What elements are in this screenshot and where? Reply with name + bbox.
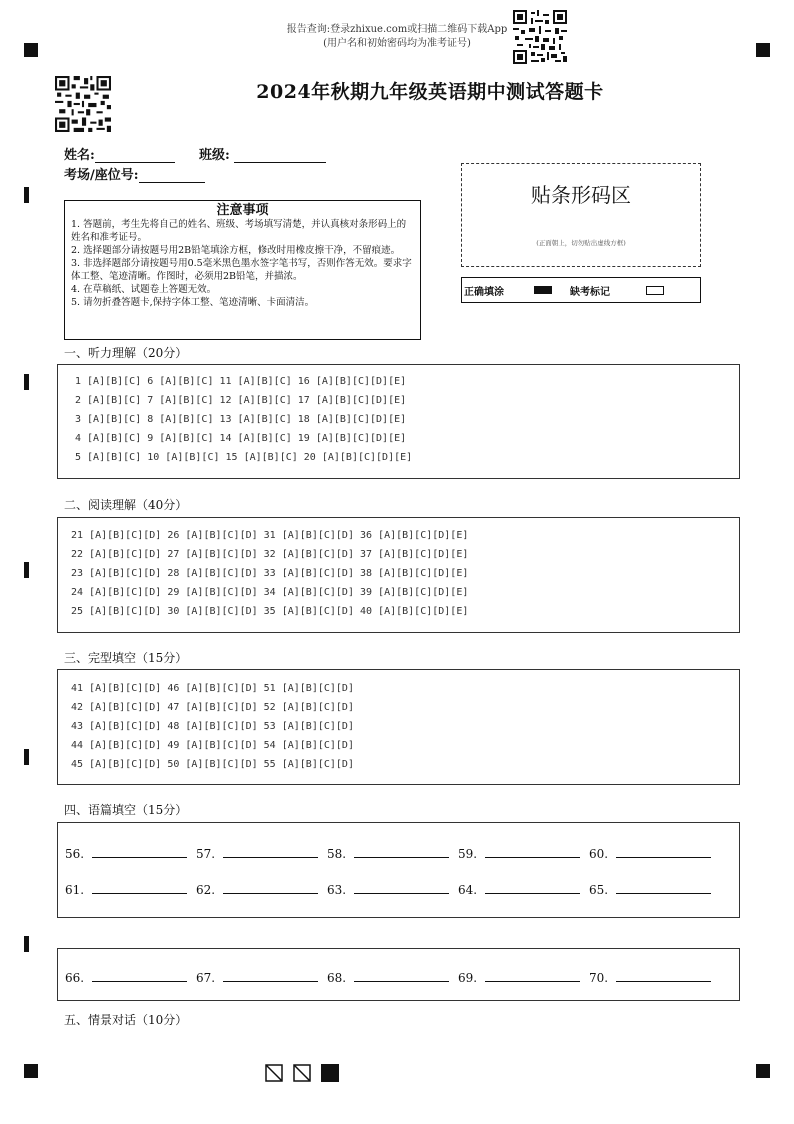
blank-58[interactable] xyxy=(327,847,449,861)
blank-number: 67. xyxy=(196,971,216,985)
blank-61[interactable] xyxy=(65,883,187,897)
answer-row[interactable]: 21 [A][B][C][D] 26 [A][B][C][D] 31 [A][B][C][D] 36 [A][B][C][D][E] xyxy=(71,530,469,541)
text-blank-box xyxy=(57,822,740,918)
seat-input-line[interactable] xyxy=(139,170,205,183)
blank-number: 62. xyxy=(196,883,216,897)
notes-item: 3. 非选择题部分请按题号用0.5毫米黑色墨水签字笔书写，否则作答无效。要求字体工整、笔迹清晰。作图时，必须用2B铅笔，并描浓。 xyxy=(71,258,412,282)
barcode-area xyxy=(461,163,701,267)
blank-number: 66. xyxy=(65,971,85,985)
timing-mark xyxy=(24,936,29,952)
answer-row[interactable]: 22 [A][B][C][D] 27 [A][B][C][D] 32 [A][B][C][D] 37 [A][B][C][D][E] xyxy=(71,549,469,560)
page-code-slash-icon xyxy=(265,1064,283,1082)
blank-67[interactable] xyxy=(196,971,318,985)
blank-number: 56. xyxy=(65,847,85,861)
answer-row[interactable]: 43 [A][B][C][D] 48 [A][B][C][D] 53 [A][B][C][D] xyxy=(71,721,354,732)
blank-66[interactable] xyxy=(65,971,187,985)
corner-marker xyxy=(756,1064,770,1078)
page-code-slash-icon xyxy=(293,1064,311,1082)
absent-mark-box[interactable] xyxy=(646,286,664,295)
listening-answer-box xyxy=(57,364,740,479)
section-3-title: 三、完型填空（15分） xyxy=(64,651,188,665)
blank-64[interactable] xyxy=(458,883,580,897)
text-blank-box-2 xyxy=(57,948,740,1001)
app-qr-code-icon xyxy=(513,10,567,64)
blank-line[interactable] xyxy=(616,847,711,858)
blank-line[interactable] xyxy=(223,971,318,982)
notes-item: 1. 答题前，考生先将自己的姓名、班级、考场填写清楚，并认真核对条形码上的姓名和准考证号。 xyxy=(71,219,407,243)
notes-item: 2. 选择题部分请按题号用2B铅笔填涂方框，修改时用橡皮擦干净，不留痕迹。 xyxy=(71,245,401,256)
report-query-line2: (用户名和初始密码均为准考证号) xyxy=(323,38,471,49)
notes-item: 4. 在草稿纸、试题卷上答题无效。 xyxy=(71,284,217,295)
answer-row[interactable]: 5 [A][B][C] 10 [A][B][C] 15 [A][B][C] 20 [A][B][C][D][E] xyxy=(75,452,413,463)
class-field[interactable] xyxy=(199,144,326,163)
answer-row[interactable]: 3 [A][B][C] 8 [A][B][C] 13 [A][B][C] 18 [A][B][C][D][E] xyxy=(75,414,407,425)
timing-mark xyxy=(24,562,29,578)
name-field[interactable] xyxy=(64,144,175,163)
blank-69[interactable] xyxy=(458,971,580,985)
blank-62[interactable] xyxy=(196,883,318,897)
cloze-answer-box xyxy=(57,669,740,785)
blank-56[interactable] xyxy=(65,847,187,861)
answer-row[interactable]: 44 [A][B][C][D] 49 [A][B][C][D] 54 [A][B][C][D] xyxy=(71,740,354,751)
corner-marker xyxy=(24,1064,38,1078)
blank-57[interactable] xyxy=(196,847,318,861)
blank-number: 60. xyxy=(589,847,609,861)
correct-fill-label: 正确填涂 xyxy=(464,286,504,298)
answer-row[interactable]: 23 [A][B][C][D] 28 [A][B][C][D] 33 [A][B][C][D] 38 [A][B][C][D][E] xyxy=(71,568,469,579)
absent-mark-label: 缺考标记 xyxy=(570,286,610,298)
correct-fill-sample-icon xyxy=(534,286,552,294)
class-input-line[interactable] xyxy=(234,150,326,163)
blank-63[interactable] xyxy=(327,883,449,897)
timing-mark xyxy=(24,749,29,765)
timing-mark xyxy=(24,187,29,203)
section-2-title: 二、阅读理解（40分） xyxy=(64,498,188,512)
blank-number: 59. xyxy=(458,847,478,861)
blank-line[interactable] xyxy=(92,971,187,982)
answer-row[interactable]: 4 [A][B][C] 9 [A][B][C] 14 [A][B][C] 19 [A][B][C][D][E] xyxy=(75,433,407,444)
blank-number: 57. xyxy=(196,847,216,861)
report-query-notice xyxy=(0,23,794,51)
blank-number: 68. xyxy=(327,971,347,985)
barcode-area-title: 贴条形码区 xyxy=(531,183,631,207)
answer-row[interactable]: 1 [A][B][C] 6 [A][B][C] 11 [A][B][C] 16 [A][B][C][D][E] xyxy=(75,376,407,387)
blank-65[interactable] xyxy=(589,883,711,897)
seat-field[interactable] xyxy=(64,164,205,183)
blank-line[interactable] xyxy=(223,847,318,858)
name-input-line[interactable] xyxy=(95,150,175,163)
barcode-area-subtitle: (正面朝上，切勿贴出虚线方框) xyxy=(536,239,626,247)
blank-line[interactable] xyxy=(223,883,318,894)
class-label: 班级: xyxy=(199,148,230,163)
blank-68[interactable] xyxy=(327,971,449,985)
blank-line[interactable] xyxy=(616,883,711,894)
answer-row[interactable]: 42 [A][B][C][D] 47 [A][B][C][D] 52 [A][B][C][D] xyxy=(71,702,354,713)
blank-line[interactable] xyxy=(354,847,449,858)
notes-title: 注意事项 xyxy=(216,203,269,218)
blank-line[interactable] xyxy=(354,971,449,982)
blank-number: 61. xyxy=(65,883,85,897)
fill-legend xyxy=(461,277,701,303)
answer-row[interactable]: 45 [A][B][C][D] 50 [A][B][C][D] 55 [A][B][C][D] xyxy=(71,759,354,770)
notes-box xyxy=(64,200,421,340)
seat-label: 考场/座位号: xyxy=(64,168,139,183)
blank-line[interactable] xyxy=(92,847,187,858)
page-code-filled-icon xyxy=(321,1064,339,1082)
page-title: 2024年秋期九年级英语期中测试答题卡 xyxy=(256,81,604,103)
blank-line[interactable] xyxy=(354,883,449,894)
notes-item: 5. 请勿折叠答题卡,保持字体工整、笔迹清晰、卡面清洁。 xyxy=(71,297,315,308)
answer-row[interactable]: 41 [A][B][C][D] 46 [A][B][C][D] 51 [A][B][C][D] xyxy=(71,683,354,694)
reading-answer-box xyxy=(57,517,740,633)
blank-number: 69. xyxy=(458,971,478,985)
blank-number: 70. xyxy=(589,971,609,985)
report-query-line1: 报告查询:登录zhixue.com或扫描二维码下载App xyxy=(286,24,508,35)
blank-59[interactable] xyxy=(458,847,580,861)
blank-line[interactable] xyxy=(485,971,580,982)
blank-number: 64. xyxy=(458,883,478,897)
timing-mark xyxy=(24,374,29,390)
answer-row[interactable]: 2 [A][B][C] 7 [A][B][C] 12 [A][B][C] 17 [A][B][C][D][E] xyxy=(75,395,407,406)
blank-number: 63. xyxy=(327,883,347,897)
blank-line[interactable] xyxy=(92,883,187,894)
section-1-title: 一、听力理解（20分） xyxy=(64,346,188,360)
blank-number: 58. xyxy=(327,847,347,861)
blank-line[interactable] xyxy=(485,883,580,894)
blank-60[interactable] xyxy=(589,847,711,861)
section-5-title: 五、情景对话（10分） xyxy=(64,1013,188,1027)
answer-row[interactable]: 25 [A][B][C][D] 30 [A][B][C][D] 35 [A][B][C][D] 40 [A][B][C][D][E] xyxy=(71,606,469,617)
section-4-title: 四、语篇填空（15分） xyxy=(64,803,188,817)
answer-row[interactable]: 24 [A][B][C][D] 29 [A][B][C][D] 34 [A][B][C][D] 39 [A][B][C][D][E] xyxy=(71,587,469,598)
blank-number: 65. xyxy=(589,883,609,897)
name-label: 姓名: xyxy=(64,148,95,163)
blank-70[interactable] xyxy=(589,971,711,985)
blank-line[interactable] xyxy=(485,847,580,858)
blank-line[interactable] xyxy=(616,971,711,982)
